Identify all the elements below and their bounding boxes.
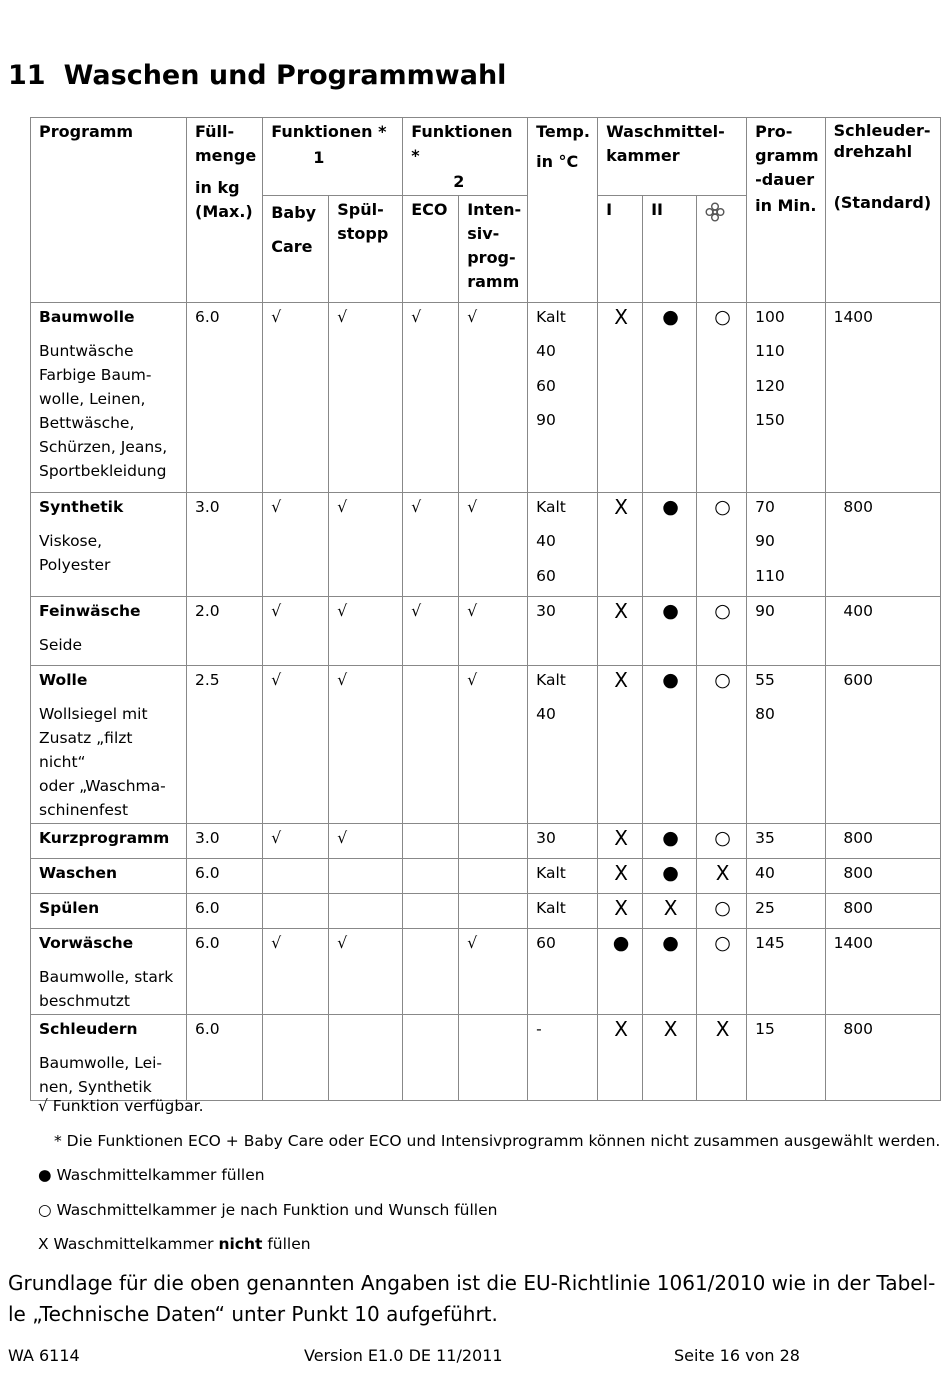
- cell-eco: [403, 824, 459, 859]
- table-row: [31, 929, 941, 1015]
- cell-programmdauer: 15: [747, 1015, 825, 1101]
- cell-kammer-k1: X: [598, 493, 643, 597]
- cell-kammer-k1: X: [598, 859, 643, 894]
- cell-spuelstopp: √: [329, 303, 403, 493]
- cell-intensiv: [459, 1015, 528, 1101]
- cell-kammer-k1: X: [598, 1015, 643, 1101]
- cell-temp: Kalt: [528, 894, 598, 929]
- program-description: Buntwäsche Farbige Baum- wolle, Leinen, Bettwäsche, Schürzen, Jeans, Sportbekleidung: [39, 342, 168, 480]
- cell-programmdauer: 70 90 110: [747, 493, 825, 597]
- cell-temp: Kalt: [528, 859, 598, 894]
- cell-programmdauer: 100 110 120 150: [747, 303, 825, 493]
- footer-page: Seite 16 von 28: [674, 1346, 800, 1365]
- cell-spuelstopp: [329, 859, 403, 894]
- cell-spuelstopp: √: [329, 824, 403, 859]
- header-fuellmenge: Füll- menge in kg (Max.): [187, 118, 263, 303]
- cell-fuellmenge: 6.0: [187, 859, 263, 894]
- program-table: [30, 117, 941, 1101]
- cell-kammer-k3: ○: [697, 666, 747, 824]
- cell-intensiv: [459, 824, 528, 859]
- table-row: [31, 894, 941, 929]
- program-description: Viskose, Polyester: [39, 532, 111, 574]
- cell-baby-care: √: [263, 666, 329, 824]
- program-name: Spülen: [39, 899, 100, 917]
- cell-programm: [31, 929, 187, 1015]
- cell-programm: [31, 1015, 187, 1101]
- cell-kammer-k2: X: [643, 894, 697, 929]
- table-row: [31, 597, 941, 666]
- cell-intensiv: [459, 859, 528, 894]
- cell-fuellmenge: 6.0: [187, 303, 263, 493]
- cell-programmdauer: 90: [747, 597, 825, 666]
- cell-kammer-k3: X: [697, 859, 747, 894]
- cell-spuelstopp: √: [329, 493, 403, 597]
- program-name: Wolle: [39, 671, 88, 689]
- cell-drehzahl: 800: [825, 859, 940, 894]
- cell-intensiv: √: [459, 493, 528, 597]
- header-programm: Programm: [31, 118, 187, 303]
- cell-fuellmenge: 6.0: [187, 1015, 263, 1101]
- section-number: 11: [8, 60, 46, 91]
- header-waschmittelkammer: Waschmittel- kammer: [598, 118, 747, 196]
- cell-programmdauer: 55 80: [747, 666, 825, 824]
- program-name: Baumwolle: [39, 308, 135, 326]
- cell-baby-care: √: [263, 824, 329, 859]
- cell-fuellmenge: 3.0: [187, 493, 263, 597]
- cell-spuelstopp: √: [329, 597, 403, 666]
- cell-fuellmenge: 2.0: [187, 597, 263, 666]
- program-name: Vorwäsche: [39, 934, 134, 952]
- page-heading: [8, 60, 506, 91]
- header-funktionen-1: Funktionen * 1: [263, 118, 403, 196]
- cell-drehzahl: 800: [825, 1015, 940, 1101]
- cell-programm: [31, 303, 187, 493]
- program-name: Synthetik: [39, 498, 124, 516]
- cell-programm: [31, 824, 187, 859]
- header-kammer-3: [697, 196, 747, 303]
- header-schleuderdrehzahl: Schleuder- drehzahl (Standard): [825, 118, 940, 303]
- cell-spuelstopp: √: [329, 929, 403, 1015]
- cell-drehzahl: 800: [825, 894, 940, 929]
- cell-temp: 30: [528, 597, 598, 666]
- header-intensivprogramm: Inten- siv- prog- ramm: [459, 196, 528, 303]
- cell-programm: [31, 597, 187, 666]
- note-star: * Die Funktionen ECO + Baby Care oder ECO und Intensivprogramm können nicht zusammen ausgewählt werden.: [54, 1131, 941, 1150]
- cell-kammer-k1: ●: [598, 929, 643, 1015]
- header-programmdauer: Pro- gramm -dauer in Min.: [747, 118, 825, 303]
- cell-kammer-k2: ●: [643, 493, 697, 597]
- cell-kammer-k1: X: [598, 824, 643, 859]
- note-none: X Waschmittelkammer nicht füllen: [38, 1235, 311, 1253]
- cell-eco: √: [403, 303, 459, 493]
- cell-programmdauer: 35: [747, 824, 825, 859]
- note-filled: ● Waschmittelkammer füllen: [38, 1166, 265, 1184]
- cell-eco: [403, 894, 459, 929]
- cell-kammer-k2: X: [643, 1015, 697, 1101]
- cell-baby-care: [263, 894, 329, 929]
- cell-kammer-k3: X: [697, 1015, 747, 1101]
- cell-drehzahl: 1400: [825, 303, 940, 493]
- cell-kammer-k2: ●: [643, 824, 697, 859]
- cell-fuellmenge: 6.0: [187, 894, 263, 929]
- cell-kammer-k3: ○: [697, 303, 747, 493]
- cell-temp: -: [528, 1015, 598, 1101]
- header-kammer-1: I: [598, 196, 643, 303]
- cell-fuellmenge: 2.5: [187, 666, 263, 824]
- program-name: Schleudern: [39, 1020, 138, 1038]
- cell-spuelstopp: [329, 894, 403, 929]
- legend-notes: [38, 1097, 940, 1270]
- cell-baby-care: √: [263, 303, 329, 493]
- cell-temp: 30: [528, 824, 598, 859]
- cell-intensiv: √: [459, 666, 528, 824]
- cell-eco: [403, 929, 459, 1015]
- cell-programmdauer: 25: [747, 894, 825, 929]
- cell-intensiv: √: [459, 929, 528, 1015]
- table-row: [31, 824, 941, 859]
- header-funktionen-2: Funktionen * 2: [403, 118, 528, 196]
- cell-intensiv: √: [459, 303, 528, 493]
- cell-kammer-k2: ●: [643, 929, 697, 1015]
- cell-eco: √: [403, 493, 459, 597]
- program-name: Feinwäsche: [39, 602, 141, 620]
- cell-kammer-k3: ○: [697, 597, 747, 666]
- cell-programmdauer: 145: [747, 929, 825, 1015]
- note-optional: ○ Waschmittelkammer je nach Funktion und Wunsch füllen: [38, 1200, 498, 1219]
- cell-temp: 60: [528, 929, 598, 1015]
- cell-kammer-k1: X: [598, 303, 643, 493]
- section-title: Waschen und Programmwahl: [63, 60, 507, 91]
- flower-softener-icon: [705, 202, 725, 222]
- cell-temp: Kalt 40 60 90: [528, 303, 598, 493]
- header-kammer-2: II: [643, 196, 697, 303]
- footer-model: WA 6114: [8, 1346, 80, 1365]
- cell-eco: √: [403, 597, 459, 666]
- cell-kammer-k3: ○: [697, 929, 747, 1015]
- header-baby-care: Baby Care: [263, 196, 329, 303]
- table-row: [31, 1015, 941, 1101]
- cell-baby-care: [263, 1015, 329, 1101]
- regulation-paragraph: Grundlage für die oben genannten Angaben ist die EU-Richtlinie 1061/2010 wie in der Tabel- le „Technische Daten“ unter Punkt 10 aufgeführt.: [8, 1271, 936, 1326]
- cell-programm: [31, 666, 187, 824]
- cell-baby-care: √: [263, 929, 329, 1015]
- cell-drehzahl: 400: [825, 597, 940, 666]
- cell-eco: [403, 666, 459, 824]
- cell-drehzahl: 600: [825, 666, 940, 824]
- cell-kammer-k2: ●: [643, 666, 697, 824]
- cell-programm: [31, 493, 187, 597]
- cell-intensiv: [459, 894, 528, 929]
- cell-baby-care: [263, 859, 329, 894]
- table-row: [31, 666, 941, 824]
- table-row: [31, 493, 941, 597]
- cell-drehzahl: 800: [825, 493, 940, 597]
- cell-fuellmenge: 6.0: [187, 929, 263, 1015]
- cell-temp: Kalt 40 60: [528, 493, 598, 597]
- cell-intensiv: √: [459, 597, 528, 666]
- cell-drehzahl: 800: [825, 824, 940, 859]
- cell-kammer-k2: ●: [643, 597, 697, 666]
- cell-kammer-k3: ○: [697, 824, 747, 859]
- program-description: Baumwolle, Lei- nen, Synthetik: [39, 1054, 163, 1096]
- header-temp: Temp. in °C: [528, 118, 598, 303]
- cell-eco: [403, 859, 459, 894]
- cell-temp: Kalt 40: [528, 666, 598, 824]
- program-name: Waschen: [39, 864, 117, 882]
- cell-spuelstopp: [329, 1015, 403, 1101]
- program-description: Seide: [39, 636, 83, 654]
- cell-kammer-k3: ○: [697, 493, 747, 597]
- cell-baby-care: √: [263, 493, 329, 597]
- cell-kammer-k2: ●: [643, 859, 697, 894]
- table-row: [31, 859, 941, 894]
- table-row: [31, 303, 941, 493]
- cell-programm: [31, 859, 187, 894]
- header-eco: ECO: [403, 196, 459, 303]
- cell-fuellmenge: 3.0: [187, 824, 263, 859]
- cell-spuelstopp: √: [329, 666, 403, 824]
- cell-kammer-k3: ○: [697, 894, 747, 929]
- cell-baby-care: √: [263, 597, 329, 666]
- program-description: Baumwolle, stark beschmutzt: [39, 968, 174, 1010]
- cell-kammer-k1: X: [598, 666, 643, 824]
- cell-kammer-k1: X: [598, 597, 643, 666]
- header-spuelstopp: Spül- stopp: [329, 196, 403, 303]
- cell-programmdauer: 40: [747, 859, 825, 894]
- cell-drehzahl: 1400: [825, 929, 940, 1015]
- program-description: Wollsiegel mit Zusatz „filzt nicht“ oder „Waschma- schinenfest: [39, 705, 166, 819]
- cell-kammer-k2: ●: [643, 303, 697, 493]
- cell-programm: [31, 894, 187, 929]
- footer-version: Version E1.0 DE 11/2011: [304, 1346, 503, 1365]
- note-check: √ Funktion verfügbar.: [38, 1097, 204, 1115]
- cell-eco: [403, 1015, 459, 1101]
- program-name: Kurzprogramm: [39, 829, 170, 847]
- cell-kammer-k1: X: [598, 894, 643, 929]
